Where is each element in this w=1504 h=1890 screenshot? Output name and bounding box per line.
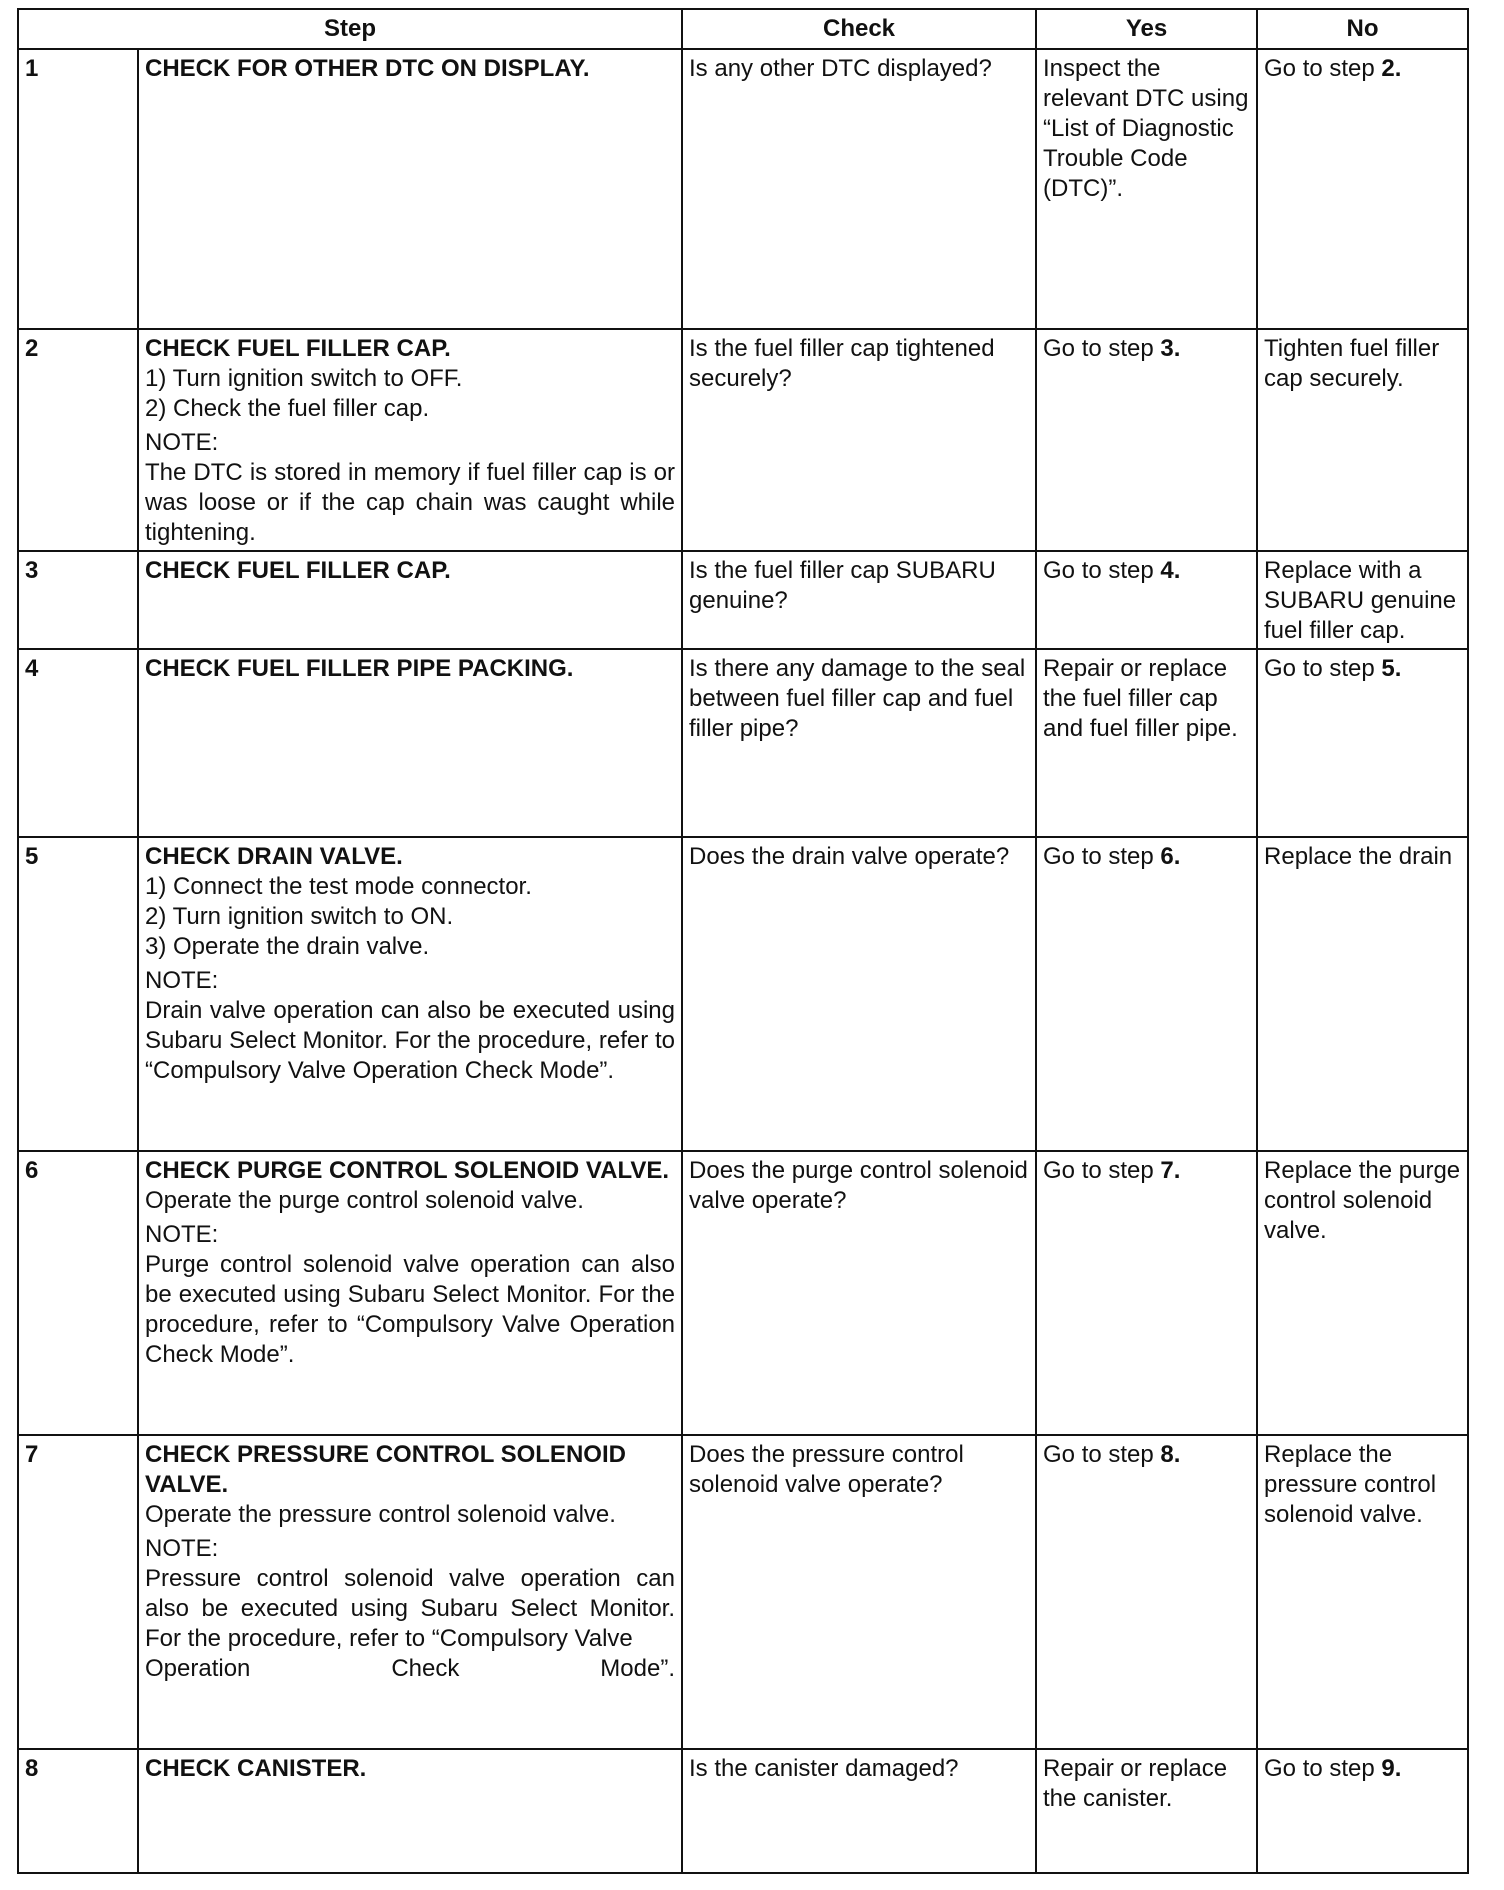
check-cell: Does the drain valve operate?	[682, 837, 1036, 1151]
goto-step-link[interactable]: 9.	[1381, 1755, 1402, 1782]
step-cell	[138, 1749, 682, 1873]
yes-cell: Repair or replace the canister.	[1036, 1749, 1257, 1873]
table-row	[18, 1151, 1468, 1435]
step-cell	[138, 649, 682, 837]
no-cell: Replace the drain	[1257, 837, 1468, 1151]
step-cell	[138, 551, 682, 649]
no-text: Go to step	[1264, 655, 1382, 682]
table-row	[18, 551, 1468, 649]
step-title: CHECK FOR OTHER DTC ON DISPLAY.	[145, 55, 590, 82]
header-no: No	[1257, 9, 1468, 49]
step-title: CHECK DRAIN VALVE.	[145, 843, 403, 870]
goto-step-link[interactable]: 7.	[1160, 1157, 1181, 1184]
table-header-row	[18, 9, 1468, 49]
no-cell	[1257, 49, 1468, 329]
no-text: Go to step	[1264, 1755, 1382, 1782]
step-number: 4	[18, 649, 138, 837]
note-text: The DTC is stored in memory if fuel filler cap is or was loose or if the cap chain was caught while tightening.	[145, 459, 676, 546]
table-row	[18, 49, 1468, 329]
yes-cell	[1036, 837, 1257, 1151]
note-label: NOTE:	[145, 967, 219, 994]
goto-step-link[interactable]: 4.	[1160, 557, 1181, 584]
yes-text: Go to step	[1043, 1157, 1161, 1184]
header-check: Check	[682, 9, 1036, 49]
step-title: CHECK CANISTER.	[145, 1755, 367, 1782]
step-title: CHECK FUEL FILLER PIPE PACKING.	[145, 655, 574, 682]
yes-cell	[1036, 551, 1257, 649]
check-cell: Is the fuel filler cap SUBARU genuine?	[682, 551, 1036, 649]
goto-step-link[interactable]: 8.	[1160, 1441, 1181, 1468]
goto-step-link[interactable]: 3.	[1160, 335, 1181, 362]
step-cell	[138, 49, 682, 329]
no-cell	[1257, 649, 1468, 837]
yes-cell	[1036, 1151, 1257, 1435]
step-intro: Operate the pressure control solenoid valve.	[145, 1501, 616, 1528]
note-text: Purge control solenoid valve operation can also be executed using Subaru Select Monitor. For the procedure, refer to “Compulsory Valve Operation Check Mode”.	[145, 1251, 676, 1368]
step-number: 7	[18, 1435, 138, 1749]
check-cell: Is any other DTC displayed?	[682, 49, 1036, 329]
no-text: Go to step	[1264, 55, 1382, 82]
check-cell: Is there any damage to the seal between fuel filler cap and fuel filler pipe?	[682, 649, 1036, 837]
header-yes: Yes	[1036, 9, 1257, 49]
step-title: CHECK FUEL FILLER CAP.	[145, 557, 451, 584]
check-cell: Does the purge control solenoid valve operate?	[682, 1151, 1036, 1435]
step-number: 8	[18, 1749, 138, 1873]
step-cell	[138, 1151, 682, 1435]
substep: 2) Check the fuel filler cap.	[145, 395, 430, 422]
check-cell: Is the canister damaged?	[682, 1749, 1036, 1873]
goto-step-link[interactable]: 6.	[1160, 843, 1181, 870]
step-cell	[138, 329, 682, 551]
yes-text: Go to step	[1043, 843, 1161, 870]
step-cell	[138, 837, 682, 1151]
step-number: 1	[18, 49, 138, 329]
step-title: CHECK PRESSURE CONTROL SOLENOID VALVE.	[145, 1441, 626, 1498]
step-intro: Operate the purge control solenoid valve.	[145, 1187, 584, 1214]
yes-text: Go to step	[1043, 335, 1161, 362]
note-label: NOTE:	[145, 429, 219, 456]
table-row	[18, 1749, 1468, 1873]
table-row	[18, 837, 1468, 1151]
note-label: NOTE:	[145, 1535, 219, 1562]
note-text: Drain valve operation can also be executed using Subaru Select Monitor. For the procedure, refer to “Compulsory Valve Operation Check Mode”.	[145, 997, 676, 1084]
table-row	[18, 329, 1468, 551]
note-text-last-line: Operation Check Mode”.	[145, 1655, 676, 1682]
note-text: Pressure control solenoid valve operation can also be executed using Subaru Select Monitor. For the procedure, refer to “Compulsory Valve	[145, 1565, 676, 1652]
yes-cell: Inspect the relevant DTC using “List of Diagnostic Trouble Code (DTC)”.	[1036, 49, 1257, 329]
step-number: 3	[18, 551, 138, 649]
substep: 2) Turn ignition switch to ON.	[145, 903, 454, 930]
note-label: NOTE:	[145, 1221, 219, 1248]
step-number: 5	[18, 837, 138, 1151]
no-cell: Tighten fuel filler cap securely.	[1257, 329, 1468, 551]
check-cell: Does the pressure control solenoid valve operate?	[682, 1435, 1036, 1749]
goto-step-link[interactable]: 2.	[1381, 55, 1402, 82]
step-number: 6	[18, 1151, 138, 1435]
goto-step-link[interactable]: 5.	[1381, 655, 1402, 682]
substep: 1) Connect the test mode connector.	[145, 873, 532, 900]
step-number: 2	[18, 329, 138, 551]
yes-cell	[1036, 329, 1257, 551]
no-cell	[1257, 1749, 1468, 1873]
substep: 1) Turn ignition switch to OFF.	[145, 365, 463, 392]
diagnostic-table	[17, 8, 1469, 1874]
table-row	[18, 1435, 1468, 1749]
no-cell: Replace the purge control solenoid valve.	[1257, 1151, 1468, 1435]
yes-text: Go to step	[1043, 1441, 1161, 1468]
step-title: CHECK FUEL FILLER CAP.	[145, 335, 451, 362]
no-cell: Replace the pressure control solenoid valve.	[1257, 1435, 1468, 1749]
header-step: Step	[18, 9, 682, 49]
substep: 3) Operate the drain valve.	[145, 933, 430, 960]
no-cell: Replace with a SUBARU genuine fuel filler cap.	[1257, 551, 1468, 649]
step-title: CHECK PURGE CONTROL SOLENOID VALVE.	[145, 1157, 670, 1184]
yes-text: Go to step	[1043, 557, 1161, 584]
step-cell	[138, 1435, 682, 1749]
yes-cell: Repair or replace the fuel filler cap and fuel filler pipe.	[1036, 649, 1257, 837]
table-row	[18, 649, 1468, 837]
yes-cell	[1036, 1435, 1257, 1749]
check-cell: Is the fuel filler cap tightened securely?	[682, 329, 1036, 551]
